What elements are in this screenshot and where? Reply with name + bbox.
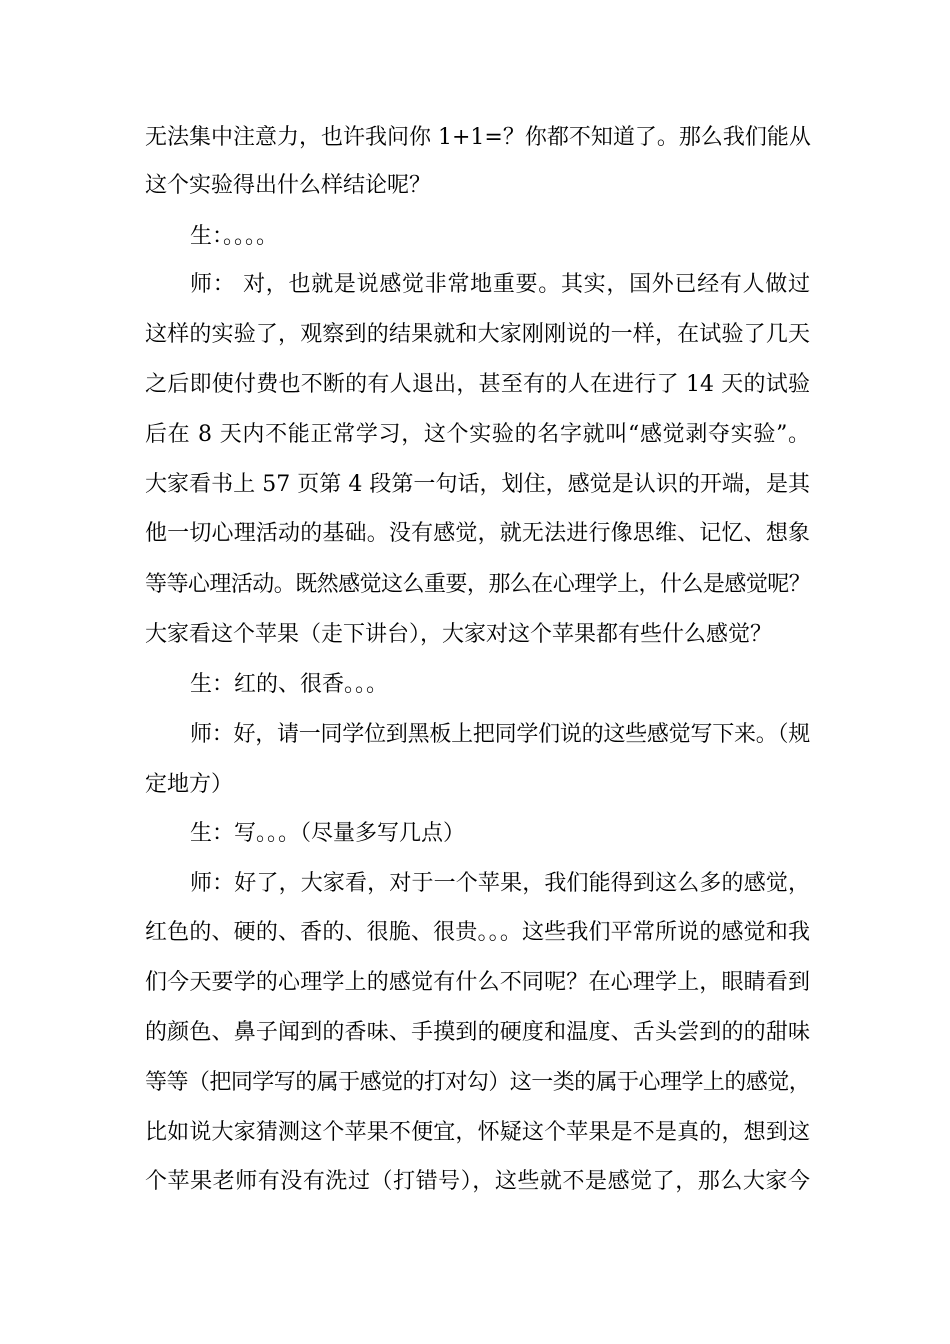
text-line: 们今天要学的心理学上的感觉有什么不同呢？在心理学上，眼睛看到 xyxy=(145,970,810,995)
text-line: 之后即使付费也不断的有人退出，甚至有的人在进行了 14 天的试验 xyxy=(145,372,810,397)
text-line: 师： 对，也就是说感觉非常地重要。其实，国外已经有人做过 xyxy=(190,272,810,297)
text-line: 后在 8 天内不能正常学习，这个实验的名字就叫“感觉剥夺实验”。 xyxy=(145,422,810,447)
text-line: 师：好，请一同学位到黑板上把同学们说的这些感觉写下来。（规 xyxy=(190,722,810,747)
text-line: 等等（把同学写的属于感觉的打对勾）这一类的属于心理学上的感觉， xyxy=(145,1070,810,1095)
text-line: 无法集中注意力，也许我问你 1+1=？你都不知道了。那么我们能从 xyxy=(145,125,811,150)
text-line: 的颜色、鼻子闻到的香味、手摸到的硬度和温度、舌头尝到的的甜味 xyxy=(145,1020,810,1045)
text-line: 红色的、硬的、香的、很脆、很贵。。。这些我们平常所说的感觉和我 xyxy=(145,920,810,945)
text-line: 这个实验得出什么样结论呢？ xyxy=(145,173,432,198)
text-line: 生：写。。。（尽量多写几点） xyxy=(190,821,466,846)
text-line: 师：好了，大家看，对于一个苹果，我们能得到这么多的感觉， xyxy=(190,871,810,896)
text-line: 他一切心理活动的基础。没有感觉，就无法进行像思维、记忆、想象 xyxy=(145,521,810,546)
text-line: 个苹果老师有没有洗过（打错号），这些就不是感觉了，那么大家今 xyxy=(145,1169,810,1194)
text-line: 比如说大家猜测这个苹果不便宜，怀疑这个苹果是不是真的，想到这 xyxy=(145,1120,810,1145)
text-line: 这样的实验了，观察到的结果就和大家刚刚说的一样，在试验了几天 xyxy=(145,322,810,347)
text-line: 生：红的、很香。。。 xyxy=(190,672,389,697)
text-line: 等等心理活动。既然感觉这么重要，那么在心理学上，什么是感觉呢？ xyxy=(145,572,810,597)
text-line: 生：。。。。 xyxy=(190,224,279,249)
text-line: 大家看这个苹果（走下讲台），大家对这个苹果都有些什么感觉？ xyxy=(145,622,773,647)
text-line: 大家看书上 57 页第 4 段第一句话，划住，感觉是认识的开端，是其 xyxy=(145,472,810,497)
text-line: 定地方） xyxy=(145,772,234,797)
